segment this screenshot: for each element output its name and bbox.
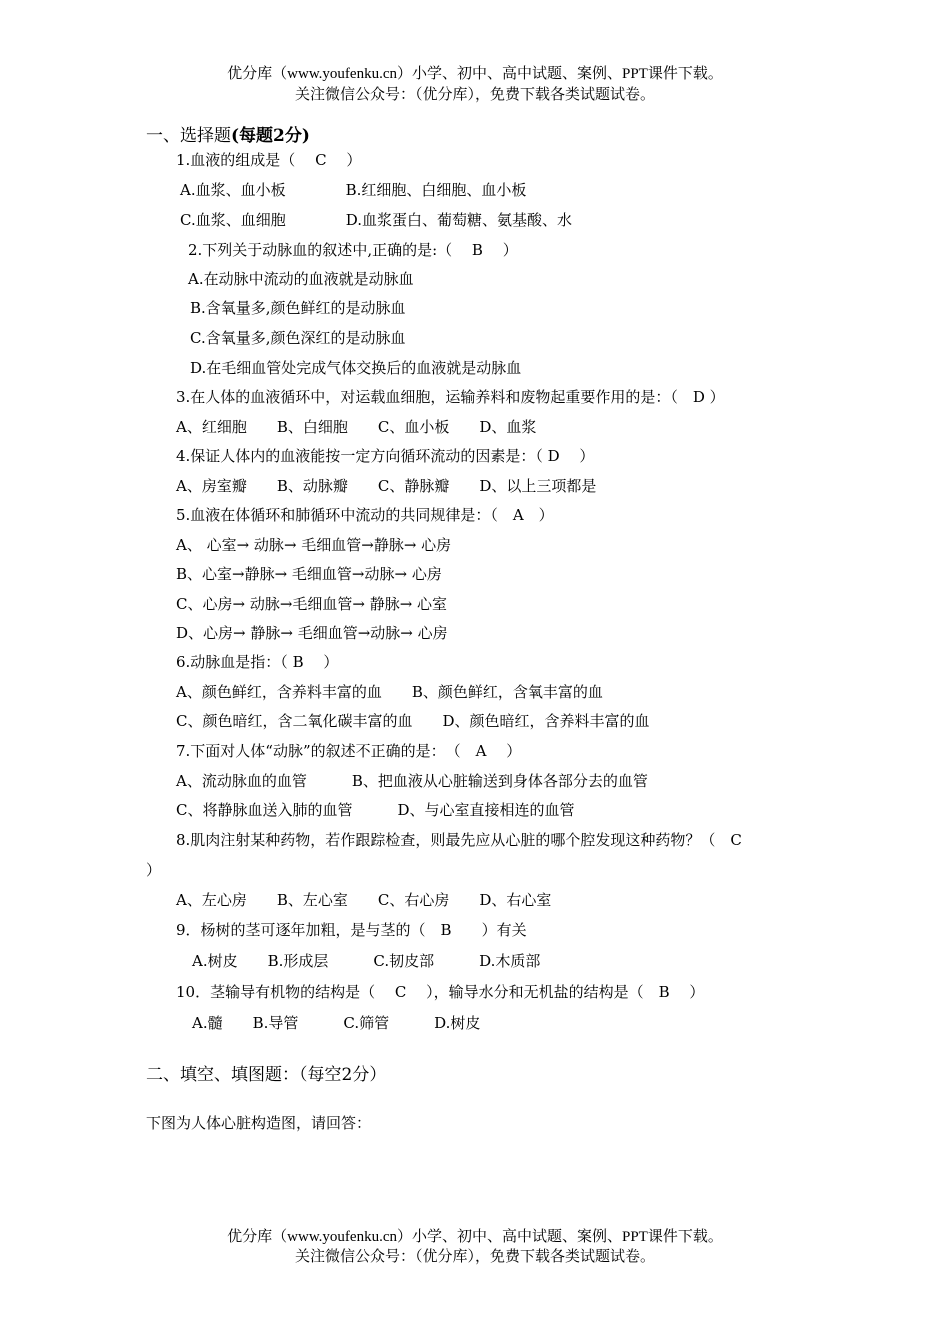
option-line: A、 心室→ 动脉→ 毛细血管→静脉→ 心房 — [176, 536, 452, 554]
option-line: A、红细胞 B、白细胞 C、血小板 D、血浆 — [176, 418, 537, 436]
option-line: A、左心房 B、左心室 C、右心房 D、右心室 — [176, 891, 552, 909]
option-line: A.髓 B.导管 C.筛管 D.树皮 — [192, 1014, 481, 1032]
option-line: A、流动脉血的血管 B、把血液从心脏输送到身体各部分去的血管 — [176, 772, 648, 790]
option-line: D.在毛细血管处完成气体交换后的血液就是动脉血 — [190, 359, 522, 377]
question-line: 9．杨树的茎可逐年加粗，是与茎的（ B ）有关 — [176, 921, 527, 939]
question-line-wrap: ） — [146, 861, 162, 879]
question-line: 6.动脉血是指：（ B ） — [176, 653, 339, 671]
section-2-title: 二、填空、填图题：（每空2分） — [146, 1065, 387, 1085]
question-line: 5.血液在体循环和肺循环中流动的共同规律是：（ A ） — [176, 506, 554, 524]
option-line: C、颜色暗红，含二氧化碳丰富的血 D、颜色暗红，含养料丰富的血 — [176, 712, 650, 730]
question-line: 4.保证人体内的血液能按一定方向循环流动的因素是：（ D ） — [176, 447, 595, 465]
option-line: C、心房→ 动脉→毛细血管→ 静脉→ 心室 — [176, 595, 448, 613]
footer-line-1: 优分库（www.youfenku.cn）小学、初中、高中试题、案例、PPT课件下载。 — [227, 1229, 723, 1245]
option-line: C.血浆、血细胞 D.血浆蛋白、葡萄糖、氨基酸、水 — [180, 211, 572, 229]
section-1-heading — [146, 126, 310, 146]
header-line-1: 优分库（www.youfenku.cn）小学、初中、高中试题、案例、PPT课件下载。 — [227, 66, 723, 82]
question-line: 8.肌肉注射某种药物，若作跟踪检查，则最先应从心脏的哪个腔发现这种药物？（ C — [176, 831, 742, 849]
option-line: A.树皮 B.形成层 C.韧皮部 D.木质部 — [192, 952, 541, 970]
option-line: B、心室→静脉→ 毛细血管→动脉→ 心房 — [176, 565, 442, 583]
question-line: 3.在人体的血液循环中，对运载血细胞，运输养料和废物起重要作用的是：（ D ） — [176, 388, 725, 406]
section-1-title: 一、选择题 — [146, 126, 231, 146]
header-line-2: 关注微信公众号：（优分库），免费下载各类试题试卷。 — [294, 87, 655, 103]
option-line: B.含氧量多,颜色鲜红的是动脉血 — [190, 299, 406, 317]
question-line: 10．茎输导有机物的结构是（ C ），输导水分和无机盐的结构是（ B ） — [176, 983, 705, 1001]
section-1-title-note: (每题2分) — [231, 126, 310, 146]
option-line: A、颜色鲜红，含养料丰富的血 B、颜色鲜红，含氧丰富的血 — [176, 683, 603, 701]
option-line: D、心房→ 静脉→ 毛细血管→动脉→ 心房 — [176, 624, 448, 642]
question-line: 7.下面对人体“动脉”的叙述不正确的是： （ A ） — [176, 742, 522, 760]
option-line: A、房室瓣 B、动脉瓣 C、静脉瓣 D、以上三项都是 — [176, 477, 597, 495]
option-line: A.血浆、血小板 B.红细胞、白细胞、血小板 — [180, 181, 527, 199]
option-line: C.含氧量多,颜色深红的是动脉血 — [190, 329, 406, 347]
footer-line-2: 关注微信公众号：（优分库），免费下载各类试题试卷。 — [294, 1249, 655, 1265]
option-line: C、将静脉血送入肺的血管 D、与心室直接相连的血管 — [176, 801, 575, 819]
question-line: 1.血液的组成是（ C ） — [176, 151, 362, 169]
section-2-intro: 下图为人体心脏构造图，请回答： — [146, 1114, 372, 1132]
question-line: 2.下列关于动脉血的叙述中,正确的是:（ B ） — [188, 241, 518, 259]
option-line: A.在动脉中流动的血液就是动脉血 — [188, 270, 414, 288]
